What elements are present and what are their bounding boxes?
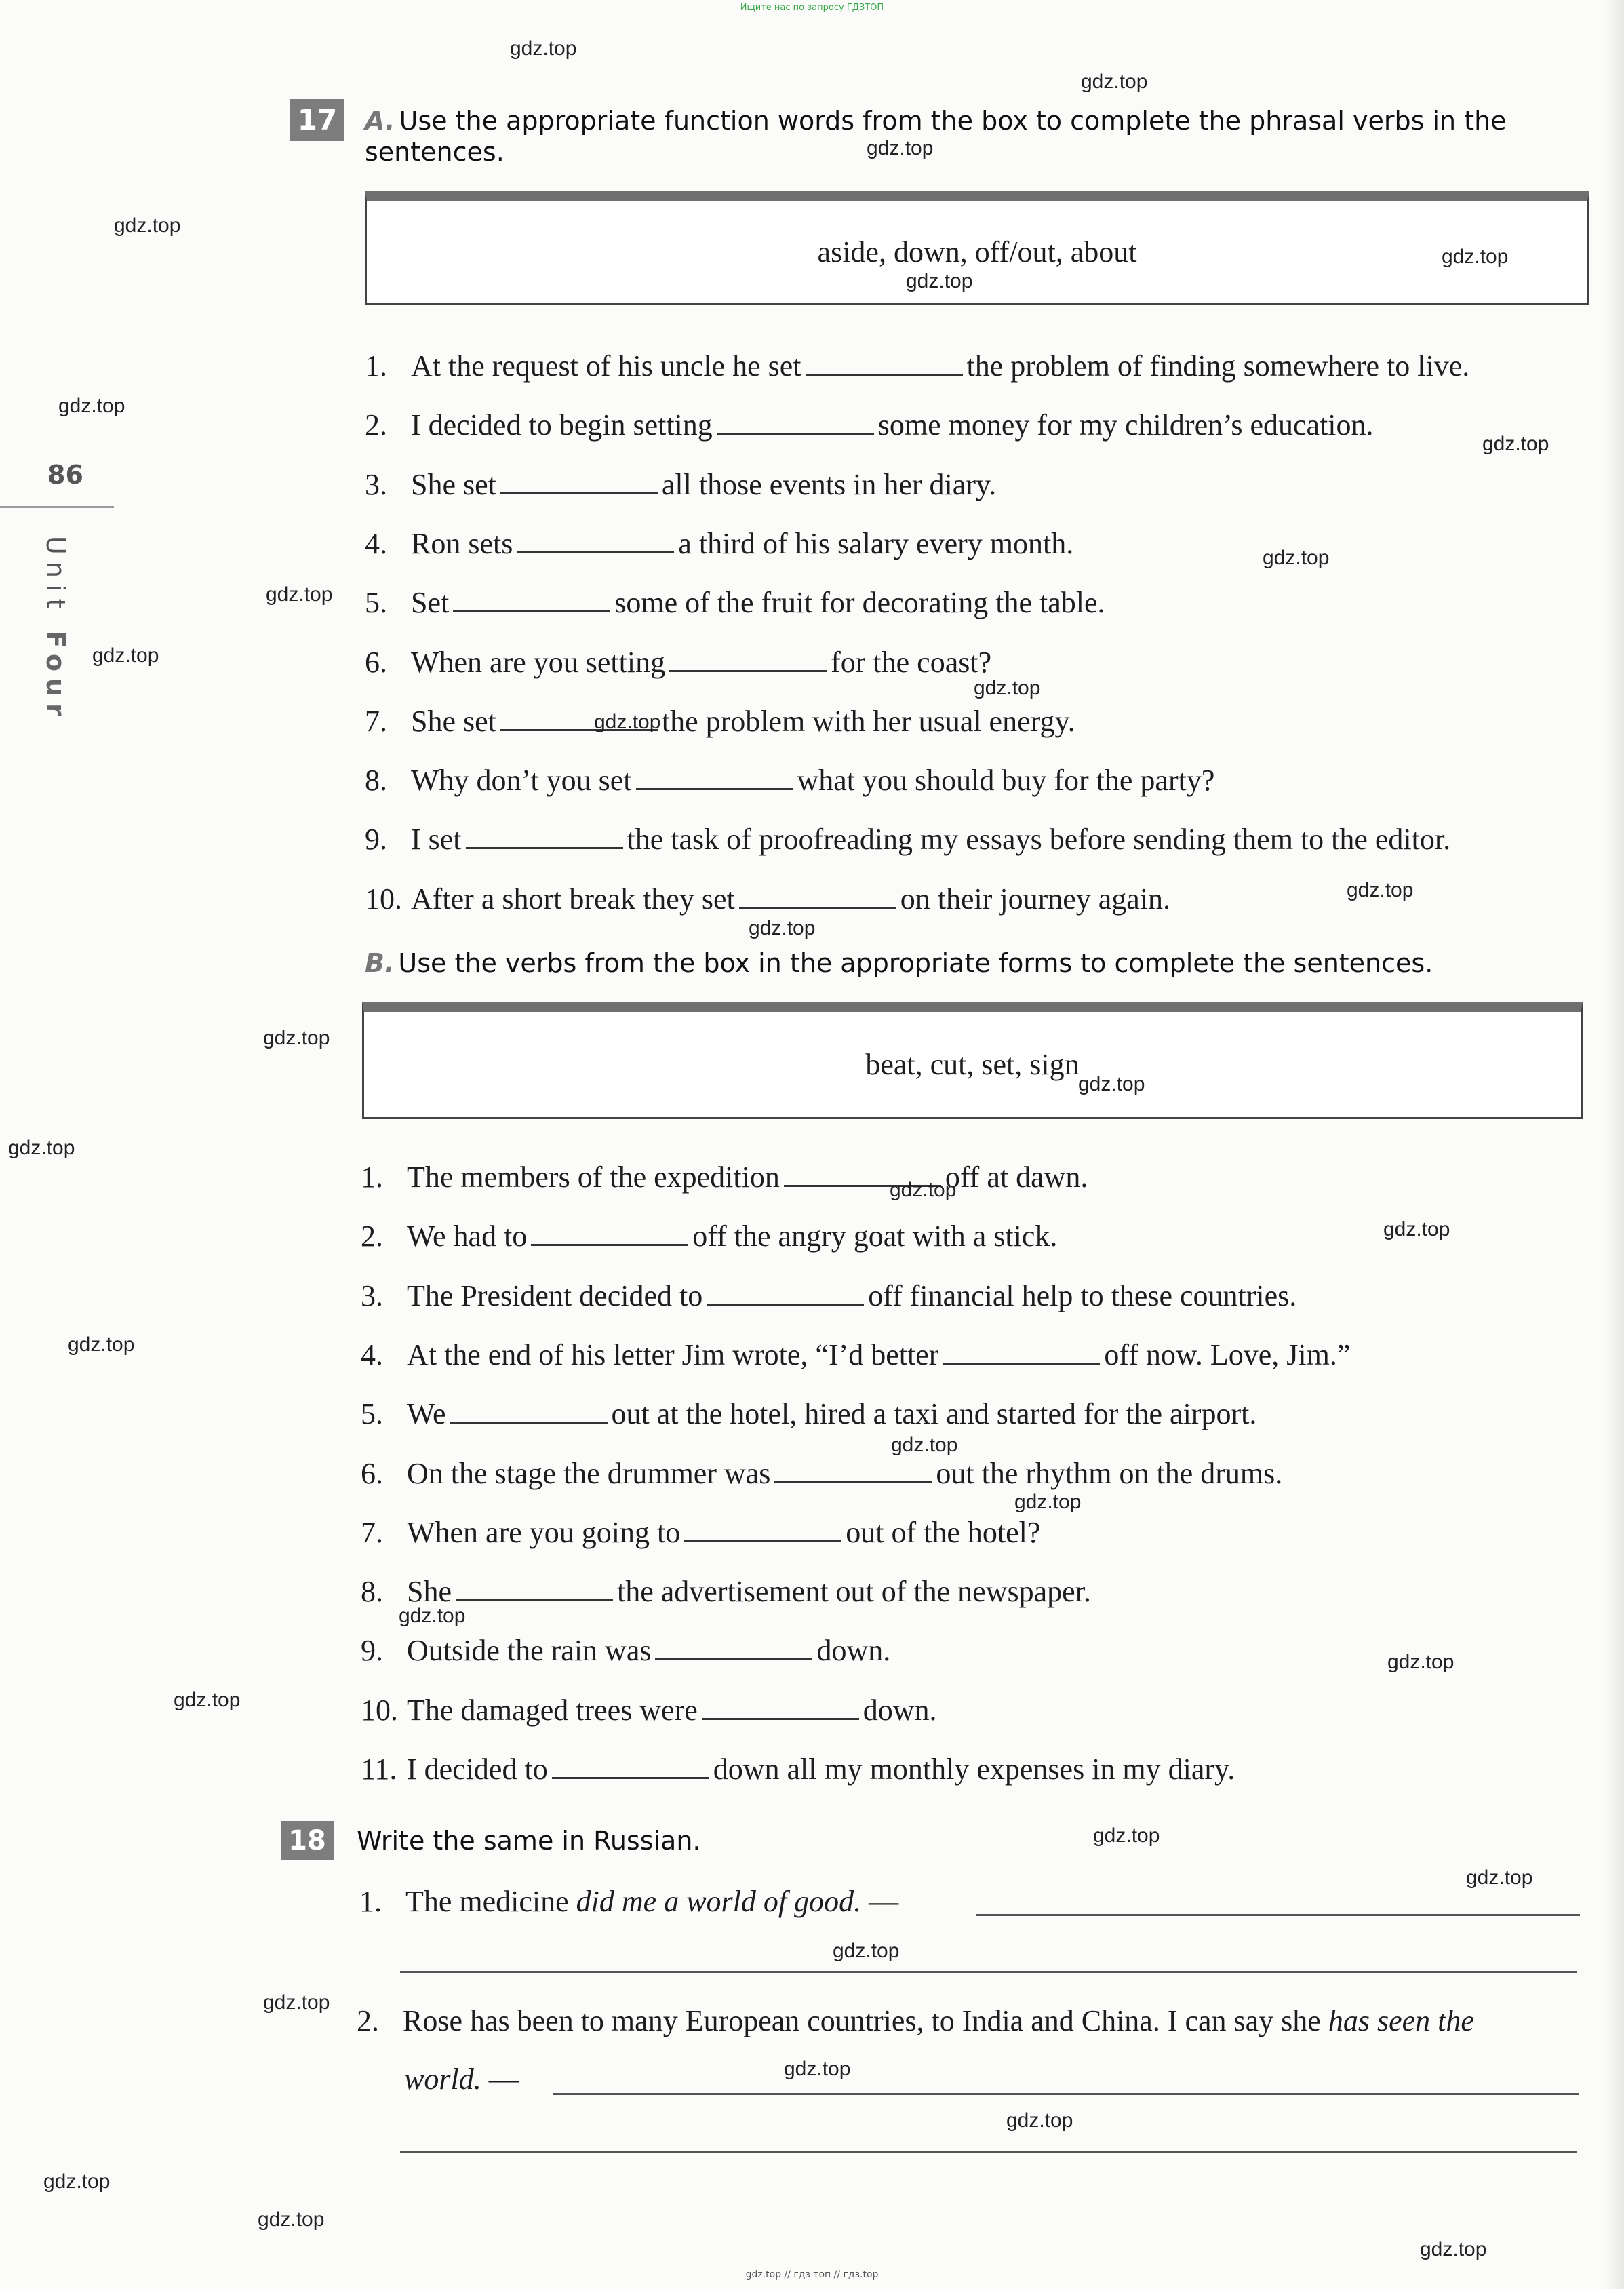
watermark: gdz.top xyxy=(594,711,661,733)
part-a-item xyxy=(365,405,1374,446)
item-text-before: When are you setting xyxy=(411,645,666,679)
part-b-item xyxy=(361,1453,1282,1494)
watermark: gdz.top xyxy=(263,1027,330,1049)
part-b-item xyxy=(361,1276,1296,1316)
watermark: gdz.top xyxy=(833,1940,900,1962)
part-a-item xyxy=(365,642,991,683)
item-number: 6. xyxy=(361,1456,383,1490)
part-b-item xyxy=(361,1335,1350,1375)
part-a-item xyxy=(365,346,1469,387)
watermark: gdz.top xyxy=(1014,1491,1082,1513)
watermark: gdz.top xyxy=(974,677,1041,699)
answer-blank[interactable] xyxy=(655,1634,812,1660)
item-text-after: down. xyxy=(863,1693,937,1727)
item-text-before: We xyxy=(407,1397,446,1431)
item-number: 3. xyxy=(365,467,387,501)
item-text: Rose has been to many European countries, to India and China. I can say she xyxy=(403,2004,1328,2037)
item-text-before: Outside the rain was xyxy=(407,1634,652,1668)
ex18-item-2-cont xyxy=(404,2059,519,2100)
unit-word: Unit xyxy=(41,536,71,616)
answer-line-2b[interactable] xyxy=(400,2151,1577,2153)
instruction-a-line2: sentences. xyxy=(365,137,504,167)
answer-line-1a[interactable] xyxy=(976,1914,1580,1916)
exercise-17a-instruction xyxy=(365,106,1592,136)
watermark: gdz.top xyxy=(258,2208,325,2231)
item-text-after: what you should buy for the party? xyxy=(797,764,1215,798)
part-a-item xyxy=(365,524,1073,564)
item-text-before: Ron sets xyxy=(411,526,513,560)
item-text-before: On the stage the drummer was xyxy=(407,1456,771,1490)
exercise-18-number: 18 xyxy=(281,1821,334,1860)
watermark: gdz.top xyxy=(1466,1866,1533,1889)
item-text-before: Set xyxy=(411,586,450,620)
watermark: gdz.top xyxy=(1263,547,1330,569)
watermark: gdz.top xyxy=(1093,1824,1160,1847)
part-b-item xyxy=(361,1630,890,1671)
part-b-letter: B. xyxy=(365,948,395,978)
item-text-before: She set xyxy=(411,467,496,501)
part-b-item xyxy=(361,1394,1256,1434)
watermark: gdz.top xyxy=(1383,1218,1450,1240)
item-text-before: When are you going to xyxy=(407,1515,681,1549)
item-text-before: The damaged trees were xyxy=(407,1693,698,1727)
watermark: gdz.top xyxy=(266,583,333,606)
part-b-item xyxy=(361,1749,1235,1790)
item-number: 3. xyxy=(361,1278,383,1312)
item-number: 9. xyxy=(365,823,387,857)
answer-blank[interactable] xyxy=(684,1516,841,1542)
part-a-item xyxy=(365,879,1170,920)
part-a-item xyxy=(365,583,1105,623)
item-text-before: We had to xyxy=(407,1219,528,1253)
page-edge-shadow xyxy=(1604,0,1624,2289)
watermark: gdz.top xyxy=(68,1333,135,1356)
part-a-item xyxy=(365,819,1450,860)
answer-blank[interactable] xyxy=(450,1397,608,1424)
part-b-item xyxy=(361,1157,1088,1198)
page-number-rule xyxy=(0,506,114,508)
item-number: 2. xyxy=(361,1219,383,1253)
word-box-a xyxy=(365,191,1589,305)
watermark: gdz.top xyxy=(58,395,125,417)
item-text-after: the task of proofreading my essays before sending them to the editor. xyxy=(627,823,1451,857)
item-text-before: At the request of his uncle he set xyxy=(411,349,801,383)
answer-line-2a[interactable] xyxy=(553,2093,1579,2095)
unit-label xyxy=(41,536,71,723)
answer-blank[interactable] xyxy=(739,882,896,909)
watermark: gdz.top xyxy=(1006,2109,1073,2132)
item-number: 5. xyxy=(365,586,387,620)
item-text: The medicine xyxy=(405,1885,576,1918)
item-text-after: the problem with her usual energy. xyxy=(661,704,1075,738)
exercise-18-instruction: Write the same in Russian. xyxy=(357,1826,701,1856)
watermark: gdz.top xyxy=(1078,1073,1145,1095)
answer-blank[interactable] xyxy=(552,1753,709,1779)
part-b-item xyxy=(361,1512,1040,1553)
item-number: 1. xyxy=(359,1885,382,1918)
item-dash: — xyxy=(861,1885,899,1918)
bottom-note: gdz.top // гдз топ // гдз.top xyxy=(745,2269,879,2280)
item-number: 7. xyxy=(365,704,387,738)
item-number: 10. xyxy=(361,1693,398,1727)
watermark: gdz.top xyxy=(1420,2238,1487,2261)
item-number: 10. xyxy=(365,882,402,916)
item-text-after: out the rhythm on the drums. xyxy=(936,1456,1283,1490)
item-text-after: out at the hotel, hired a taxi and started for the airport. xyxy=(611,1397,1257,1431)
item-text-before: I set xyxy=(411,823,462,857)
item-number: 2. xyxy=(357,2004,379,2037)
part-a-item xyxy=(365,760,1214,801)
item-text-after: off financial help to these countries. xyxy=(868,1278,1297,1312)
item-dash: — xyxy=(481,2062,519,2096)
instruction-b-text: Use the verbs from the box in the appropriate forms to complete the sentences. xyxy=(398,948,1433,978)
answer-blank[interactable] xyxy=(774,1457,932,1483)
watermark: gdz.top xyxy=(92,644,159,667)
page-number: 86 xyxy=(47,460,83,490)
answer-blank[interactable] xyxy=(636,764,793,790)
item-text-after: on their journey again. xyxy=(900,882,1171,916)
watermark: gdz.top xyxy=(784,2058,851,2080)
item-number: 11. xyxy=(361,1753,397,1786)
item-number: 7. xyxy=(361,1515,383,1549)
item-text-after: off the angry goat with a stick. xyxy=(692,1219,1058,1253)
part-b-item xyxy=(361,1216,1057,1257)
item-text-after: the problem of finding somewhere to live. xyxy=(966,349,1470,383)
answer-blank[interactable] xyxy=(943,1338,1100,1365)
watermark: gdz.top xyxy=(867,137,934,159)
answer-blank[interactable] xyxy=(453,586,610,612)
answer-blank[interactable] xyxy=(702,1694,859,1720)
item-text-before: I decided to begin setting xyxy=(411,408,713,442)
item-text-before: She xyxy=(407,1575,452,1609)
item-number: 4. xyxy=(365,526,387,560)
item-text-after: the advertisement out of the newspaper. xyxy=(617,1575,1091,1609)
item-text-after: some money for my children’s education. xyxy=(877,408,1374,442)
item-text-after: out of the hotel? xyxy=(846,1515,1041,1549)
answer-blank[interactable] xyxy=(466,823,623,849)
part-a-item xyxy=(365,701,1075,742)
exercise-17-number: 17 xyxy=(290,99,344,141)
instruction-a-line1: Use the appropriate function words from the box to complete the phrasal verbs in the xyxy=(399,106,1507,136)
item-text-after: for the coast? xyxy=(831,645,992,679)
answer-blank[interactable] xyxy=(707,1279,864,1306)
word-box-a-text: aside, down, off/out, about xyxy=(817,235,1137,269)
watermark: gdz.top xyxy=(906,270,973,292)
watermark: gdz.top xyxy=(1442,246,1509,268)
watermark: gdz.top xyxy=(510,37,577,60)
part-a-item xyxy=(365,465,996,505)
item-text-after: some of the fruit for decorating the table. xyxy=(614,586,1105,620)
item-text-before: She set xyxy=(411,704,496,738)
answer-line-1b[interactable] xyxy=(400,1971,1577,1973)
item-number: 8. xyxy=(361,1575,383,1609)
item-number: 9. xyxy=(361,1634,383,1668)
item-text-before: At the end of his letter Jim wrote, “I’d better xyxy=(407,1337,939,1371)
top-note: Ищите нас по запросу ГДЗТОП xyxy=(740,3,884,13)
watermark: gdz.top xyxy=(1387,1651,1454,1673)
part-b-item xyxy=(361,1571,1091,1612)
exercise-17b-instruction xyxy=(365,948,1433,978)
item-number: 6. xyxy=(365,645,387,679)
item-text-before: The members of the expedition xyxy=(407,1160,780,1194)
watermark: gdz.top xyxy=(1081,71,1148,93)
item-text-before: After a short break they set xyxy=(411,882,735,916)
watermark: gdz.top xyxy=(8,1137,75,1159)
item-text-after: all those events in her diary. xyxy=(661,467,997,501)
watermark: gdz.top xyxy=(890,1179,957,1201)
item-number: 4. xyxy=(361,1337,383,1371)
watermark: gdz.top xyxy=(263,1991,330,2014)
watermark: gdz.top xyxy=(1482,433,1549,455)
watermark: gdz.top xyxy=(399,1605,466,1627)
item-text-after: down. xyxy=(816,1634,891,1668)
item-text-after: a third of his salary every month. xyxy=(678,526,1074,560)
watermark: gdz.top xyxy=(891,1434,958,1456)
ex18-item-2 xyxy=(357,2001,1474,2041)
item-text-before: I decided to xyxy=(407,1753,548,1786)
unit-number: Four xyxy=(41,630,71,723)
answer-blank[interactable] xyxy=(500,468,658,494)
watermark: gdz.top xyxy=(1347,879,1414,901)
item-number: 5. xyxy=(361,1397,383,1431)
item-text-after: down all my monthly expenses in my diary. xyxy=(713,1753,1235,1786)
part-a-letter: A. xyxy=(365,106,395,136)
word-box-b xyxy=(362,1002,1583,1119)
answer-blank[interactable] xyxy=(806,349,963,376)
part-b-item xyxy=(361,1690,937,1731)
watermark: gdz.top xyxy=(749,917,816,939)
item-text-after: off at dawn. xyxy=(945,1160,1088,1194)
item-italic-text: world. xyxy=(404,2062,481,2096)
answer-blank[interactable] xyxy=(456,1575,613,1601)
ex18-item-1 xyxy=(359,1881,898,1922)
item-number: 8. xyxy=(365,764,387,798)
item-italic-text: did me a world of good. xyxy=(576,1885,862,1918)
item-number: 1. xyxy=(361,1160,383,1194)
item-italic-text: has seen the xyxy=(1328,2004,1474,2037)
watermark: gdz.top xyxy=(174,1689,241,1711)
word-box-b-text: beat, cut, set, sign xyxy=(865,1048,1080,1081)
answer-blank[interactable] xyxy=(531,1219,688,1246)
item-text-after: off now. Love, Jim.” xyxy=(1104,1337,1351,1371)
item-number: 1. xyxy=(365,349,387,383)
watermark: gdz.top xyxy=(114,214,181,237)
answer-blank[interactable] xyxy=(717,408,874,435)
answer-blank[interactable] xyxy=(517,527,674,553)
watermark: gdz.top xyxy=(43,2170,111,2193)
item-text-before: Why don’t you set xyxy=(411,764,632,798)
answer-blank[interactable] xyxy=(669,646,827,672)
item-number: 2. xyxy=(365,408,387,442)
item-text-before: The President decided to xyxy=(407,1278,703,1312)
